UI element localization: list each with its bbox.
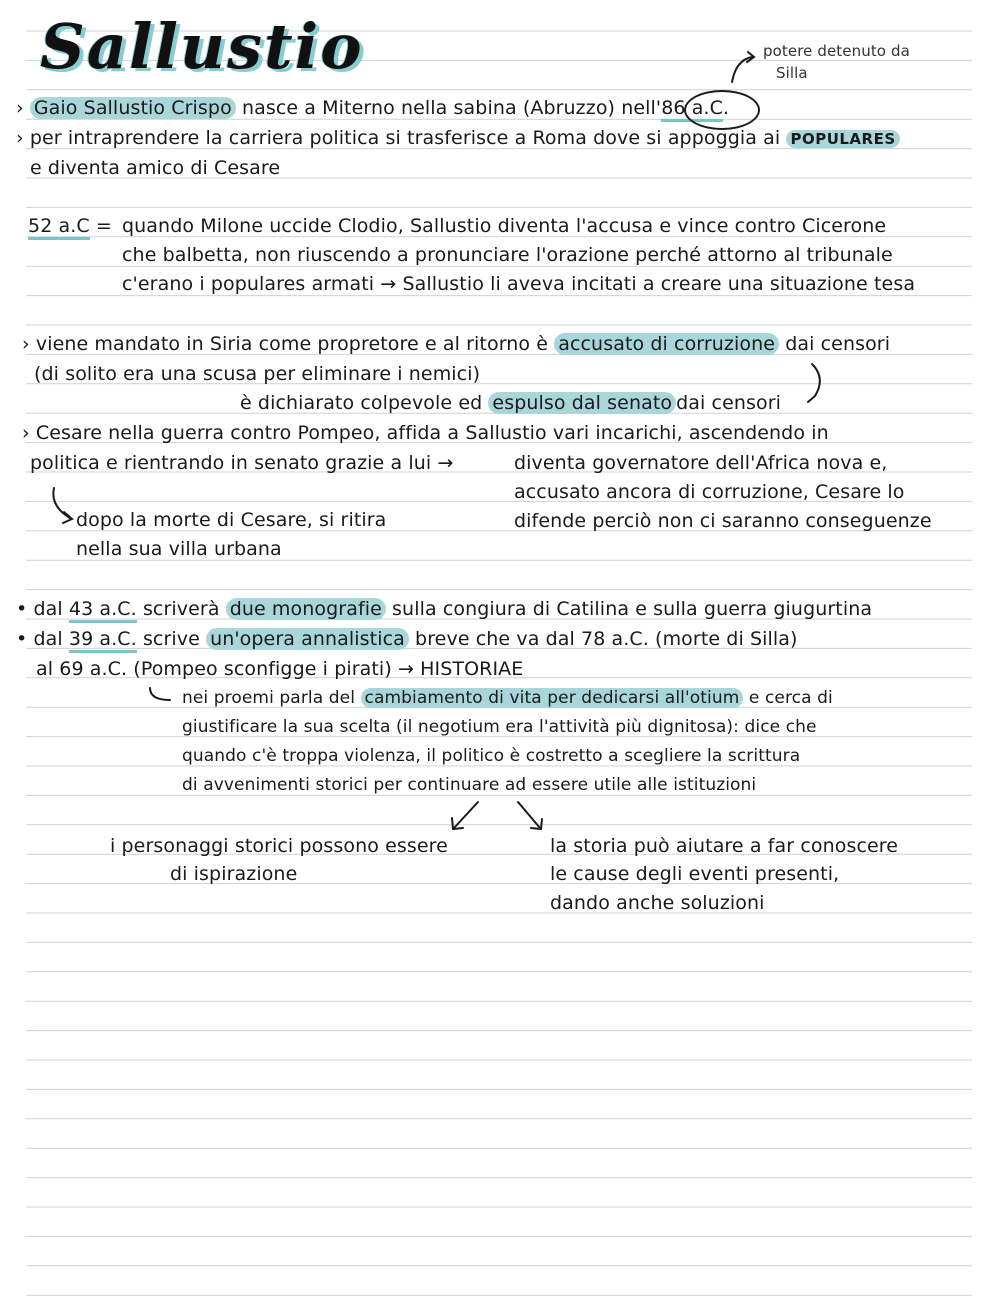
branch-right-1: la storia può aiutare a far conoscere [550, 835, 899, 857]
side-note-line2: Silla [776, 64, 808, 82]
bullet: • [16, 598, 28, 620]
text: viene mandato in Siria come propretore e al ritorno è [35, 333, 549, 355]
branch-right-3: dando anche soluzioni [550, 892, 765, 914]
highlight-annalistica: un'opera annalistica [206, 628, 409, 650]
branch-right-2: le cause degli eventi presenti, [550, 863, 840, 885]
proemi-line-4: di avvenimenti storici per continuare ad essere utile alle istituzioni [182, 775, 757, 795]
branch-left-2: di ispirazione [170, 863, 298, 885]
year-39: 39 a.C. [69, 628, 137, 653]
text: scriverà [142, 598, 220, 620]
text: dal [33, 628, 63, 650]
cesare-right-3: difende perciò non ci saranno conseguenze [514, 510, 932, 532]
intro-line-3: e diventa amico di Cesare [30, 157, 281, 179]
intro-line-1 [16, 96, 729, 120]
bullet: › [22, 333, 30, 355]
text: dal [33, 598, 63, 620]
bullet: › [22, 422, 30, 444]
bullet: › [16, 97, 24, 119]
highlight-name: Gaio Sallustio Crispo [30, 97, 236, 119]
opere-line-1 [16, 597, 872, 621]
year52-line-3: c'erano i populares armati → Sallustio li aveva incitati a creare una situazione tesa [122, 273, 916, 295]
arrow: → [437, 452, 454, 474]
proemi-line-3: quando c'è troppa violenza, il politico è costretto a scegliere la scrittura [182, 746, 801, 766]
cesare-right-1: diventa governatore dell'Africa nova e, [514, 452, 888, 474]
siria-line-1 [22, 332, 890, 356]
cesare-branch-2: nella sua villa urbana [76, 538, 282, 560]
highlight-otium: cambiamento di vita per dedicarsi all'otium [361, 688, 744, 708]
year-52: 52 a.C [28, 215, 90, 240]
side-note-line1: potere detenuto da [763, 42, 910, 60]
text: breve che va dal 78 a.C. (morte di Silla) [415, 628, 798, 650]
proemi-line-2: giustificare la sua scelta (il negotium era l'attività più dignitosa): dice che [182, 717, 817, 737]
cesare-line-1 [22, 421, 829, 445]
period: . [722, 97, 730, 119]
siria-line-2: (di solito era una scusa per eliminare i nemici) [34, 363, 481, 385]
text: dai censori [785, 333, 891, 355]
text: dai censori [676, 392, 782, 414]
branch-left-1: i personaggi storici possono essere [110, 835, 448, 857]
intro-line-2 [16, 126, 900, 151]
opere-line-3: al 69 a.C. (Pompeo sconfigge i pirati) → HISTORIAE [36, 658, 524, 680]
highlight-corruzione: accusato di corruzione [554, 333, 779, 355]
text: è dichiarato colpevole ed [240, 392, 483, 414]
siria-line-3 [240, 391, 781, 415]
highlight-monografie: due monografie [226, 598, 386, 620]
bullet: • [16, 628, 28, 650]
text: nasce a Miterno nella sabina (Abruzzo) nell' [241, 97, 662, 119]
equals: = [95, 215, 112, 237]
year52-line-1: quando Milone uccide Clodio, Sallustio diventa l'accusa e vince contro Cicerone [122, 215, 887, 237]
text: e cerca di [748, 688, 833, 708]
proemi-line-1 [182, 686, 833, 710]
cesare-branch-1: dopo la morte di Cesare, si ritira [76, 509, 387, 531]
cesare-right-2: accusato ancora di corruzione, Cesare lo [514, 481, 905, 503]
text: sulla congiura di Catilina e sulla guerra giugurtina [392, 598, 873, 620]
opere-line-2 [16, 627, 798, 651]
text: Cesare nella guerra contro Pompeo, affida a Sallustio vari incarichi, ascendendo in [35, 422, 829, 444]
year-43: 43 a.C. [69, 598, 137, 623]
highlight-populares: POPULARES [786, 130, 899, 148]
text: scrive [142, 628, 200, 650]
text: politica e rientrando in senato grazie a lui [30, 452, 432, 474]
year-52-label [28, 214, 112, 238]
cesare-line-2 [30, 451, 453, 475]
circle-mark [684, 90, 760, 130]
text: nei proemi parla del [182, 688, 356, 708]
page-title: Sallustio [40, 10, 364, 83]
text: per intraprendere la carriera politica si trasferisce a Roma dove si appoggia ai [29, 127, 781, 149]
year52-line-2: che balbetta, non riuscendo a pronunciare l'orazione perché attorno al tribunale [122, 244, 893, 266]
highlight-espulso: espulso dal senato [488, 392, 676, 414]
year-86: 86 a.C [661, 97, 723, 122]
bullet: › [16, 127, 24, 149]
